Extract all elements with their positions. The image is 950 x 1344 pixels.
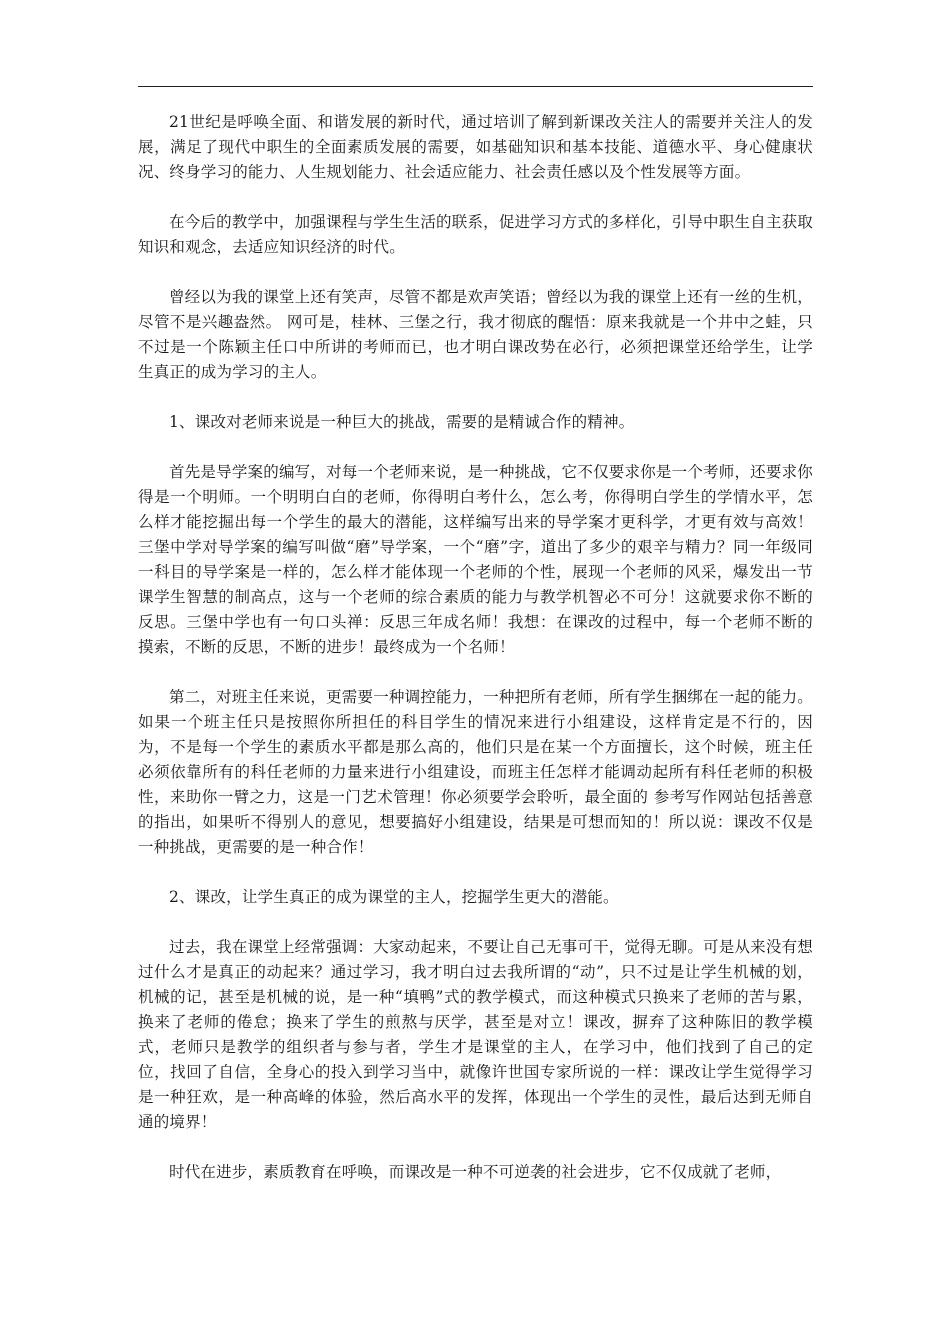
paragraph-teaching: 在今后的教学中，加强课程与学生生活的联系，促进学习方式的多样化，引导中职生自主获取知识和观念，去适应知识经济的时代。	[138, 213, 813, 256]
top-divider-line	[138, 86, 813, 87]
paragraph-class-teacher: 第二，对班主任来说，更需要一种调控能力，一种把所有老师，所有学生捆绑在一起的能力。如果一个班主任只是按照你所担任的科目学生的情况来进行小组建设，这样肯定是不行的，因为，不是每一个学生的素质水平都是那么高的，他们只是在某一个方面擅长，这个时候，班主任必须依靠所有的科任老师的力量来进行小组建设，而班主任怎样才能调动起所有科任老师的积极性，来助你一臂之力，这是一门艺术管理！你必须要学会聆听，最全面的 参考写作网站包括善意的指出，如果听不得别人的意见，想要搞好小组建设，结果是可想而知的！所以说：课改不仅是一种挑战，更需要的是一种合作！	[138, 688, 813, 856]
document-body	[138, 110, 813, 1210]
section-heading-2: 2、课改，让学生真正的成为课堂的主人，挖掘学生更大的潜能。	[169, 888, 619, 906]
paragraph-intro: 21世纪是呼唤全面、和谐发展的新时代，通过培训了解到新课改关注人的需要并关注人的发展，满足了现代中职生的全面素质发展的需要，如基础知识和基本技能、道德水平、身心健康状况、终身学习的能力、人生规划能力、社会适应能力、社会责任感以及个性发展等方面。	[138, 113, 813, 181]
paragraph-reflection: 曾经以为我的课堂上还有笑声，尽管不都是欢声笑语；曾经以为我的课堂上还有一丝的生机，尽管不是兴趣盎然。 网可是，桂林、三堡之行，我才彻底的醒悟：原来我就是一个井中之蛙，只不过是一个陈颖主任口中所讲的考师而已，也才明白课改势在必行，必须把课堂还给学生，让学生真正的成为学习的主人。	[138, 288, 813, 381]
paragraph-guide-case: 首先是导学案的编写，对每一个老师来说，是一种挑战，它不仅要求你是一个考师，还要求你得是一个明师。一个明明白白的老师，你得明白考什么，怎么考，你得明白学生的学情水平，怎么样才能挖掘出每一个学生的最大的潜能，这样编写出来的导学案才更科学，才更有效与高效！三堡中学对导学案的编写叫做“磨”导学案，一个“磨”字，道出了多少的艰辛与精力？同一年级同一科目的导学案是一样的，怎么样才能体现一个老师的个性，展现一个老师的风采，爆发出一节课学生智慧的制高点，这与一个老师的综合素质的能力与教学机智必不可分！这就要求你不断的反思。三堡中学也有一句口头禅：反思三年成名师！我想：在课改的过程中，每一个老师不断的摸索，不断的反思，不断的进步！最终成为一个名师！	[138, 463, 813, 656]
section-heading-1: 1、课改对老师来说是一种巨大的挑战，需要的是精诚合作的精神。	[169, 413, 635, 431]
paragraph-conclusion: 时代在进步，素质教育在呼唤，而课改是一种不可逆袭的社会进步，它不仅成就了老师，	[169, 1163, 782, 1181]
paragraph-past: 过去，我在课堂上经常强调：大家动起来，不要让自己无事可干，觉得无聊。可是从来没有想过什么才是真正的动起来？通过学习，我才明白过去我所谓的“动”，只不过是让学生机械的划，机械的记，甚至是机械的说，是一种“填鸭”式的教学模式，而这种模式只换来了老师的苦与累，换来了老师的倦怠；换来了学生的煎熬与厌学，甚至是对立！课改，摒弃了这种陈旧的教学模式，老师只是教学的组织者与参与者，学生才是课堂的主人，在学习中，他们找到了自己的定位，找回了自信，全身心的投入到学习当中，就像许世国专家所说的一样：课改让学生觉得学习是一种狂欢，是一种高峰的体验，然后高水平的发挥，体现出一个学生的灵性，最后达到无师自通的境界！	[138, 938, 813, 1131]
